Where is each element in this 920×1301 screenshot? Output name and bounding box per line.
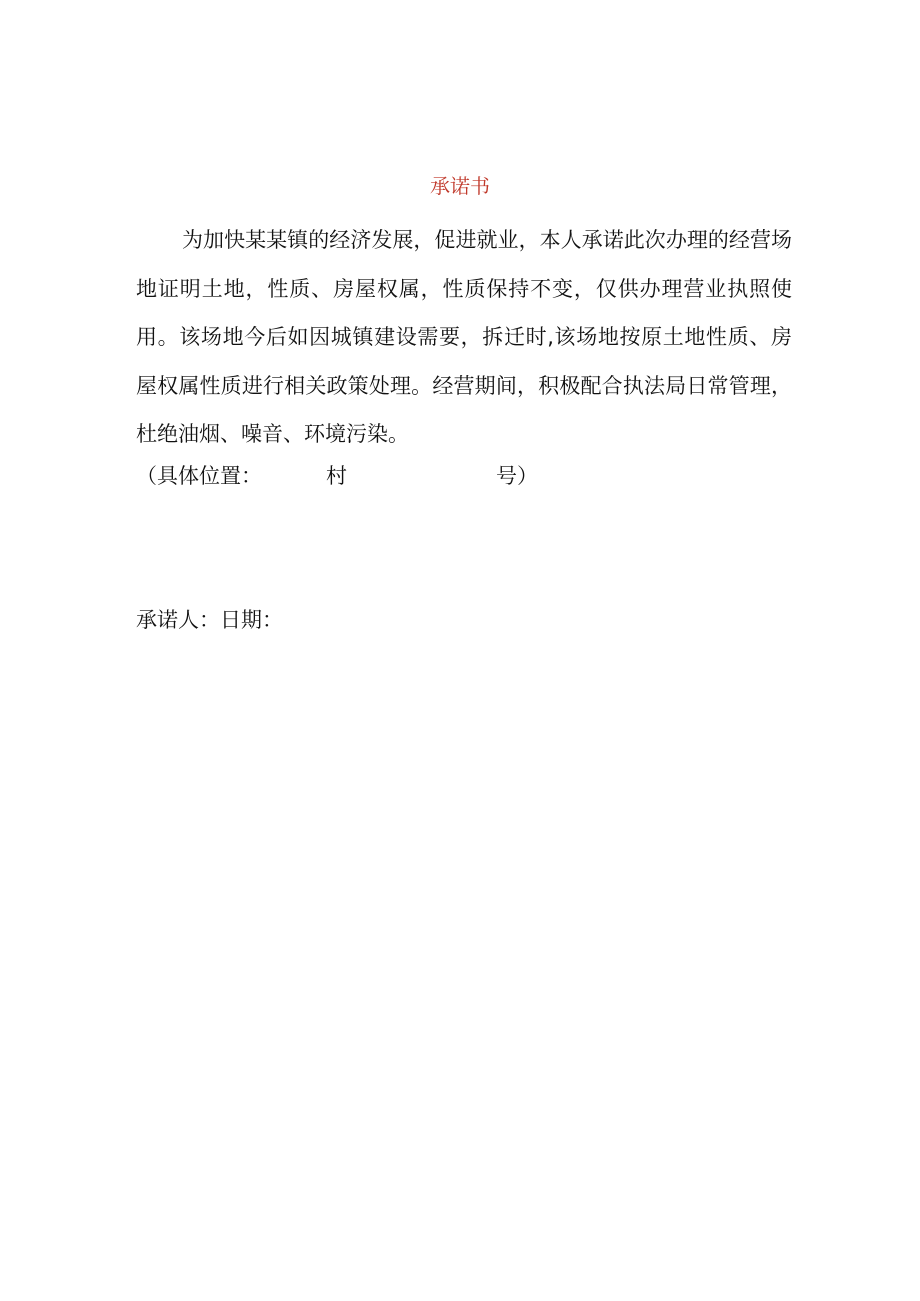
location-village: 村	[326, 464, 347, 488]
commitment-paragraph: 为加快某某镇的经济发展，促进就业，本人承诺此次办理的经营场地证明土地，性质、房屋权属，性质保持不变，仅供办理营业执照使用。该场地今后如因城镇建设需要，拆迁时,该场地按原土地性质、房屋权属性质进行相关政策处理。经营期间，积极配合执法局日常管理，杜绝油烟、噪音、环境污染。	[136, 228, 792, 446]
location-line	[136, 456, 792, 496]
location-label: （具体位置：	[136, 464, 262, 488]
signature-date-line: 承诺人：日期：	[136, 608, 283, 632]
document-title: 承诺书	[430, 174, 490, 198]
location-number: 号）	[496, 464, 538, 488]
